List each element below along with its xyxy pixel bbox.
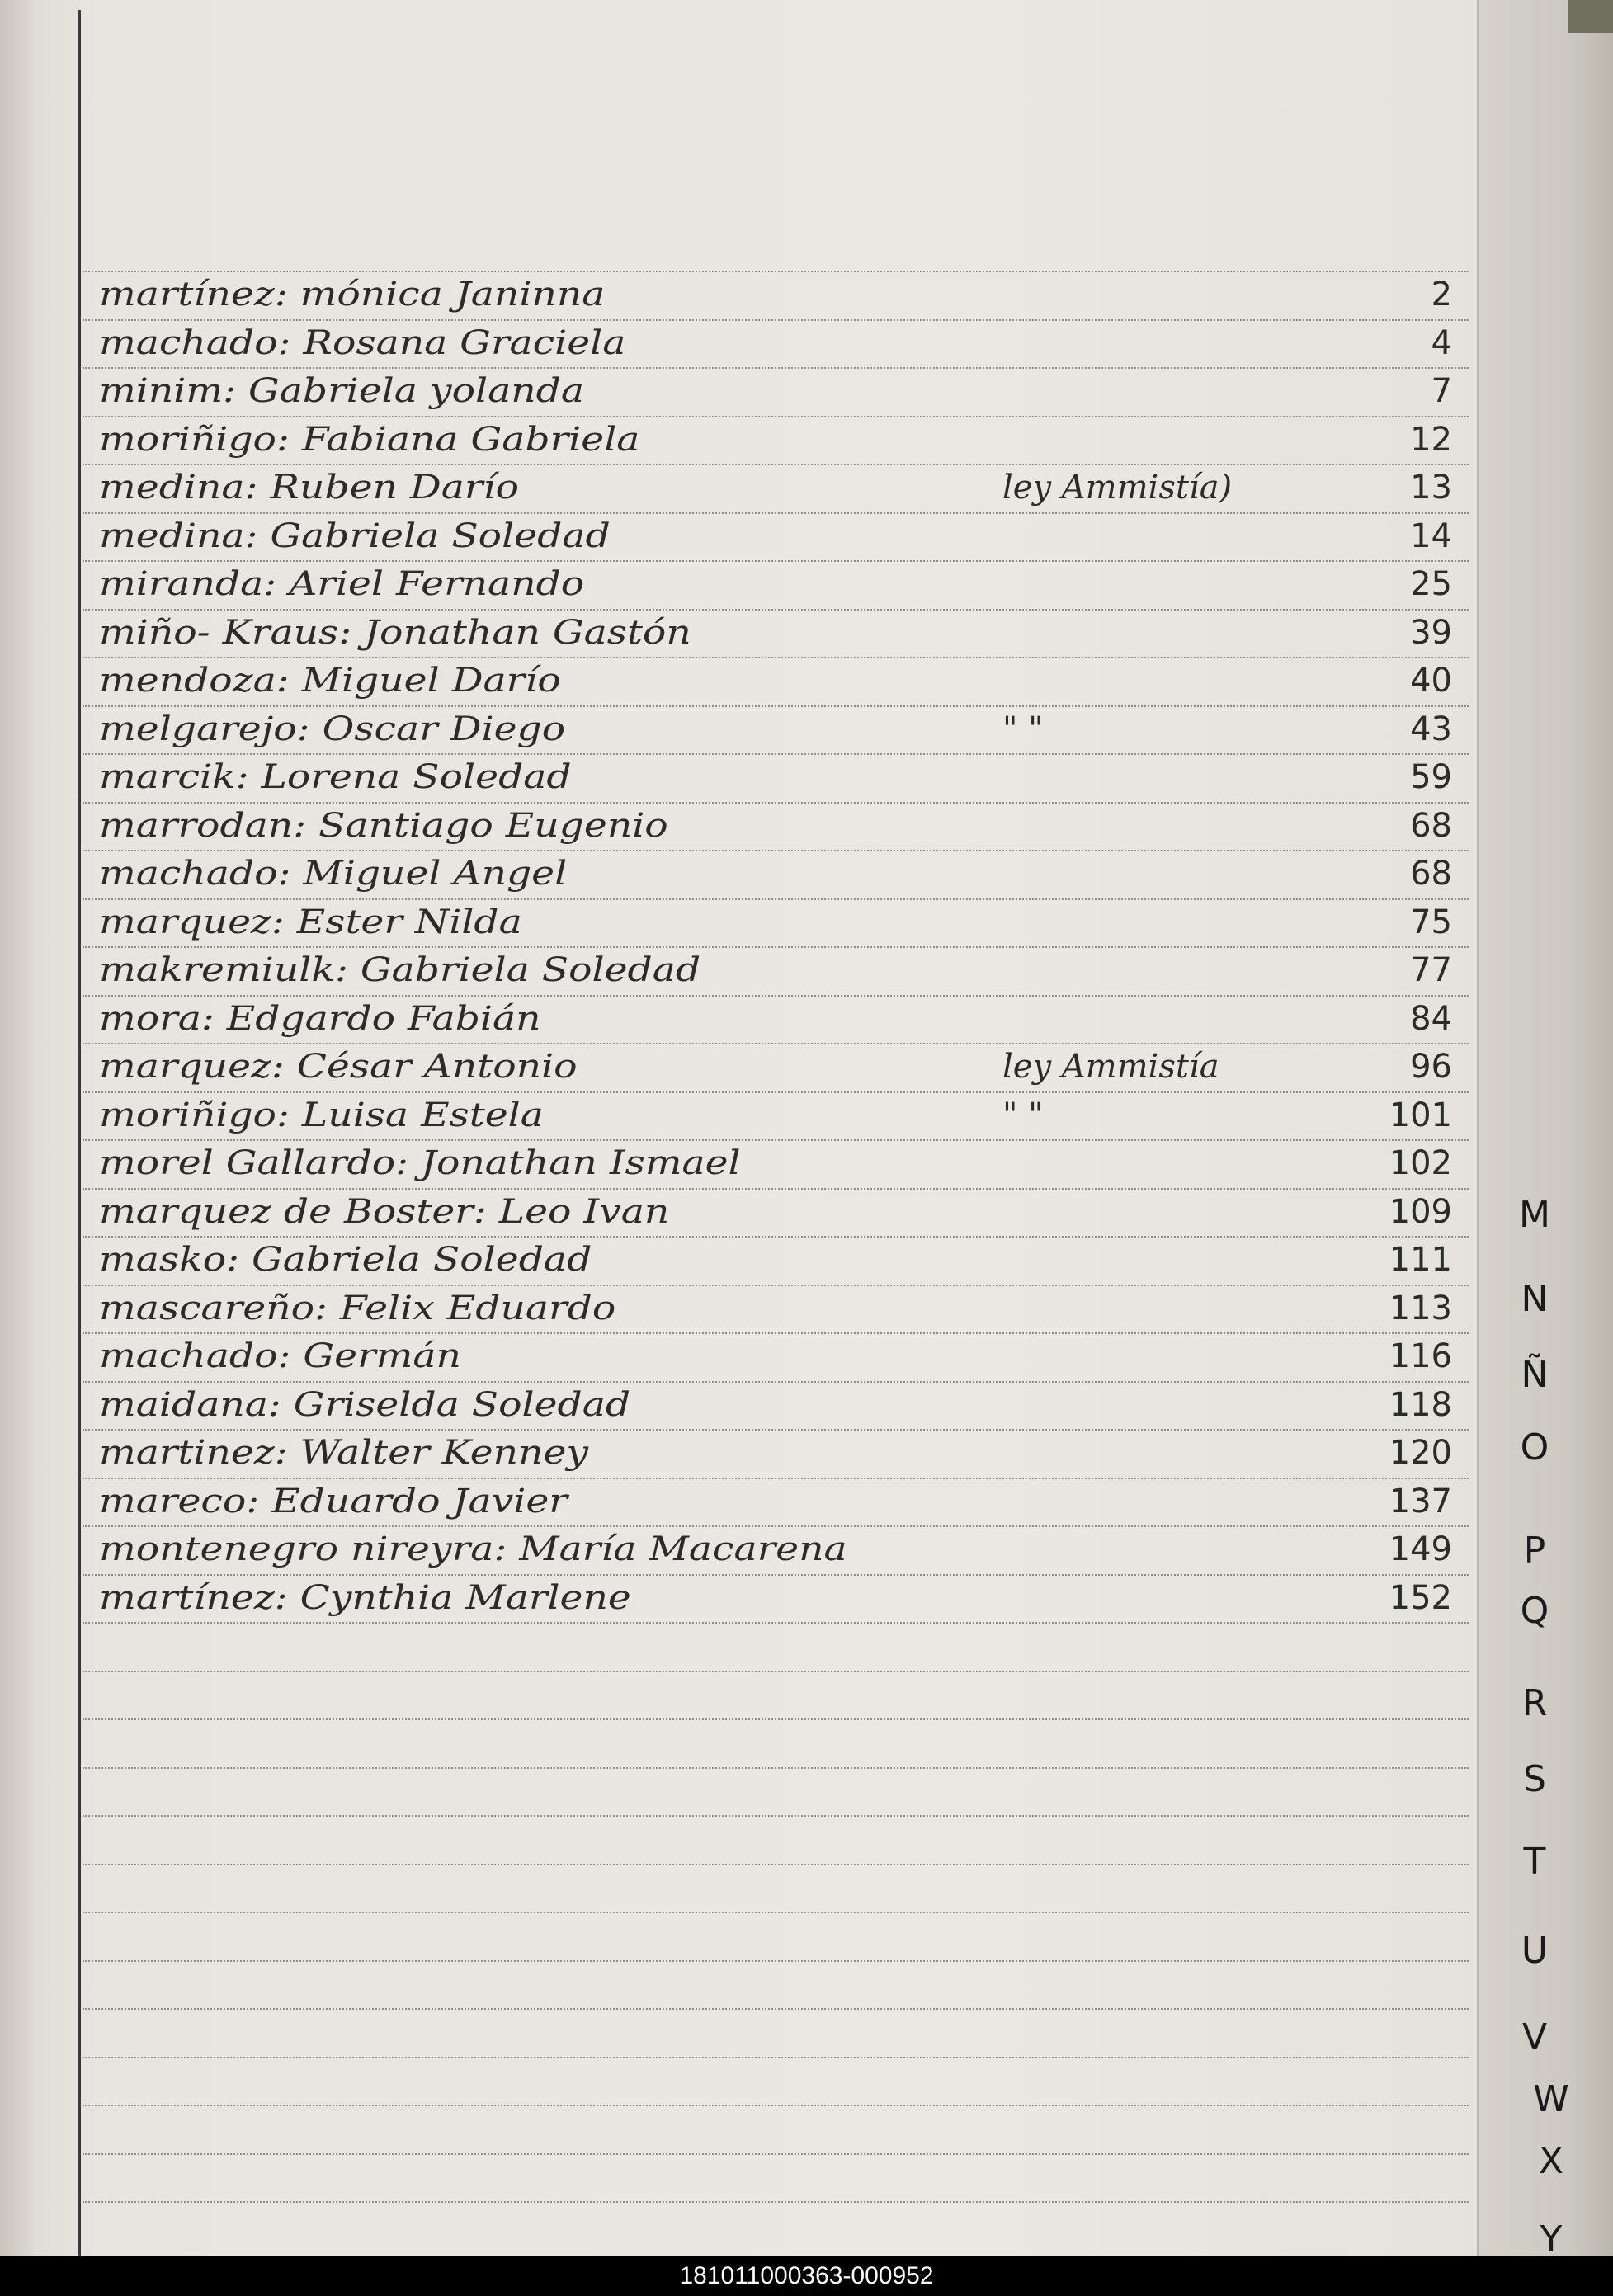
- entry-name: marrodan: Santiago Eugenio: [99, 806, 668, 845]
- entry-note: ley Ammistía: [1002, 1048, 1219, 1086]
- entry-note: " ": [1002, 710, 1044, 748]
- entry-name: mendoza: Miguel Darío: [99, 662, 561, 700]
- entry-page-number: 113: [1389, 1289, 1452, 1327]
- alphabet-index-tabs[interactable]: [1477, 0, 1613, 2256]
- entry-name: montenegro nireyra: María Macarena: [99, 1530, 847, 1568]
- list-item: [0, 1481, 1477, 1529]
- entry-name: machado: Miguel Angel: [99, 855, 568, 893]
- entry-name: marquez: César Antonio: [99, 1048, 578, 1086]
- list-item: [0, 902, 1477, 950]
- entry-name: martinez: Walter Kenney: [99, 1434, 589, 1472]
- list-item: [0, 612, 1477, 660]
- entry-name: morel Gallardo: Jonathan Ismael: [99, 1144, 741, 1182]
- list-item: [0, 563, 1477, 611]
- entry-page-number: 25: [1410, 565, 1452, 603]
- index-tab-letter[interactable]: N: [1521, 1278, 1549, 1320]
- list-item: [0, 1095, 1477, 1143]
- entry-page-number: 77: [1410, 951, 1452, 989]
- entry-page-number: 13: [1410, 469, 1452, 507]
- index-tab-letter[interactable]: P: [1523, 1530, 1546, 1572]
- index-tab-letter[interactable]: X: [1538, 2140, 1564, 2182]
- entry-page-number: 68: [1410, 855, 1452, 893]
- index-tab-letter[interactable]: Q: [1520, 1590, 1549, 1632]
- index-tab-letter[interactable]: Y: [1540, 2218, 1563, 2256]
- image-id-label: 181011000363-000952: [679, 2262, 934, 2289]
- entry-name: miranda: Ariel Fernando: [99, 565, 585, 603]
- entry-page-number: 75: [1410, 903, 1452, 941]
- entry-name: mora: Edgardo Fabián: [99, 999, 541, 1038]
- entry-name: moriñigo: Fabiana Gabriela: [99, 420, 640, 459]
- entry-name: machado: Germán: [99, 1337, 461, 1375]
- list-item: [0, 467, 1477, 515]
- entry-page-number: 101: [1389, 1096, 1452, 1134]
- entry-page-number: 2: [1431, 276, 1452, 314]
- entry-page-number: 4: [1431, 323, 1452, 362]
- index-tab-letter[interactable]: R: [1521, 1682, 1548, 1724]
- entry-note: " ": [1002, 1096, 1044, 1134]
- entry-name: marquez de Boster: Leo Ivan: [99, 1192, 670, 1231]
- entry-page-number: 12: [1410, 420, 1452, 459]
- list-item: [0, 1577, 1477, 1625]
- entry-name: minim: Gabriela yolanda: [99, 372, 584, 410]
- index-tab-letter[interactable]: S: [1523, 1758, 1546, 1800]
- entry-name: masko: Gabriela Soledad: [99, 1241, 592, 1279]
- entry-page-number: 68: [1410, 806, 1452, 845]
- entry-page-number: 116: [1389, 1337, 1452, 1375]
- entry-note: ley Ammistía): [1002, 469, 1233, 507]
- entry-page-number: 102: [1389, 1144, 1452, 1182]
- entry-page-number: 40: [1410, 662, 1452, 700]
- entry-name: medina: Gabriela Soledad: [99, 516, 611, 555]
- entry-name: mareco: Eduardo Javier: [99, 1482, 568, 1520]
- list-item: [0, 660, 1477, 708]
- index-tab-letter[interactable]: W: [1533, 2078, 1569, 2120]
- list-item: [0, 1384, 1477, 1432]
- index-tab-letter[interactable]: Ñ: [1521, 1354, 1549, 1396]
- index-tab-letter[interactable]: O: [1520, 1426, 1549, 1469]
- image-footer: [0, 2256, 1613, 2296]
- entry-page-number: 84: [1410, 999, 1452, 1038]
- list-item: [0, 950, 1477, 997]
- list-item: [0, 370, 1477, 418]
- entry-name: miño- Kraus: Jonathan Gastón: [99, 613, 691, 652]
- entry-name: martínez: Cynthia Marlene: [99, 1578, 631, 1617]
- entry-page-number: 109: [1389, 1192, 1452, 1231]
- list-item: [0, 1288, 1477, 1336]
- entry-page-number: 39: [1410, 613, 1452, 652]
- list-item: [0, 998, 1477, 1046]
- list-item: [0, 419, 1477, 467]
- list-item: [0, 516, 1477, 563]
- entry-name: moriñigo: Luisa Estela: [99, 1096, 544, 1134]
- entry-name: melgarejo: Oscar Diego: [99, 710, 566, 748]
- entry-name: marquez: Ester Nilda: [99, 903, 522, 941]
- list-item: [0, 1239, 1477, 1287]
- list-item: [0, 323, 1477, 370]
- index-tab-letter[interactable]: T: [1523, 1841, 1546, 1883]
- entry-page-number: 137: [1389, 1482, 1452, 1520]
- entry-page-number: 43: [1410, 710, 1452, 748]
- entry-page-number: 14: [1410, 516, 1452, 555]
- list-item: [0, 757, 1477, 804]
- entry-page-number: 7: [1431, 372, 1452, 410]
- list-item: [0, 1191, 1477, 1239]
- entry-page-number: 149: [1389, 1530, 1452, 1568]
- entry-page-number: 59: [1410, 758, 1452, 796]
- list-item: [0, 1143, 1477, 1190]
- entry-page-number: 118: [1389, 1385, 1452, 1424]
- list-item: [0, 805, 1477, 853]
- entry-name: makremiulk: Gabriela Soledad: [99, 951, 701, 989]
- entry-name: machado: Rosana Graciela: [99, 323, 626, 362]
- entry-page-number: 111: [1389, 1241, 1452, 1279]
- list-item: [0, 274, 1477, 322]
- list-item: [0, 1046, 1477, 1094]
- list-item: [0, 1529, 1477, 1577]
- list-item: [0, 1336, 1477, 1384]
- entry-page-number: 96: [1410, 1048, 1452, 1086]
- entry-name: martínez: mónica Janinna: [99, 276, 606, 314]
- entry-name: mascareño: Felix Eduardo: [99, 1289, 616, 1327]
- entry-name: maidana: Griselda Soledad: [99, 1385, 631, 1424]
- list-item: [0, 1432, 1477, 1480]
- index-tab-letter[interactable]: V: [1521, 2016, 1548, 2058]
- list-item: [0, 709, 1477, 757]
- index-tab-letter[interactable]: U: [1521, 1930, 1549, 1972]
- list-item: [0, 853, 1477, 901]
- index-tab-letter[interactable]: M: [1519, 1194, 1550, 1236]
- entry-name: marcik: Lorena Soledad: [99, 758, 572, 796]
- page-corner-background: [1568, 0, 1613, 33]
- entry-name: medina: Ruben Darío: [99, 469, 520, 507]
- entry-page-number: 120: [1389, 1434, 1452, 1472]
- entry-page-number: 152: [1389, 1578, 1452, 1617]
